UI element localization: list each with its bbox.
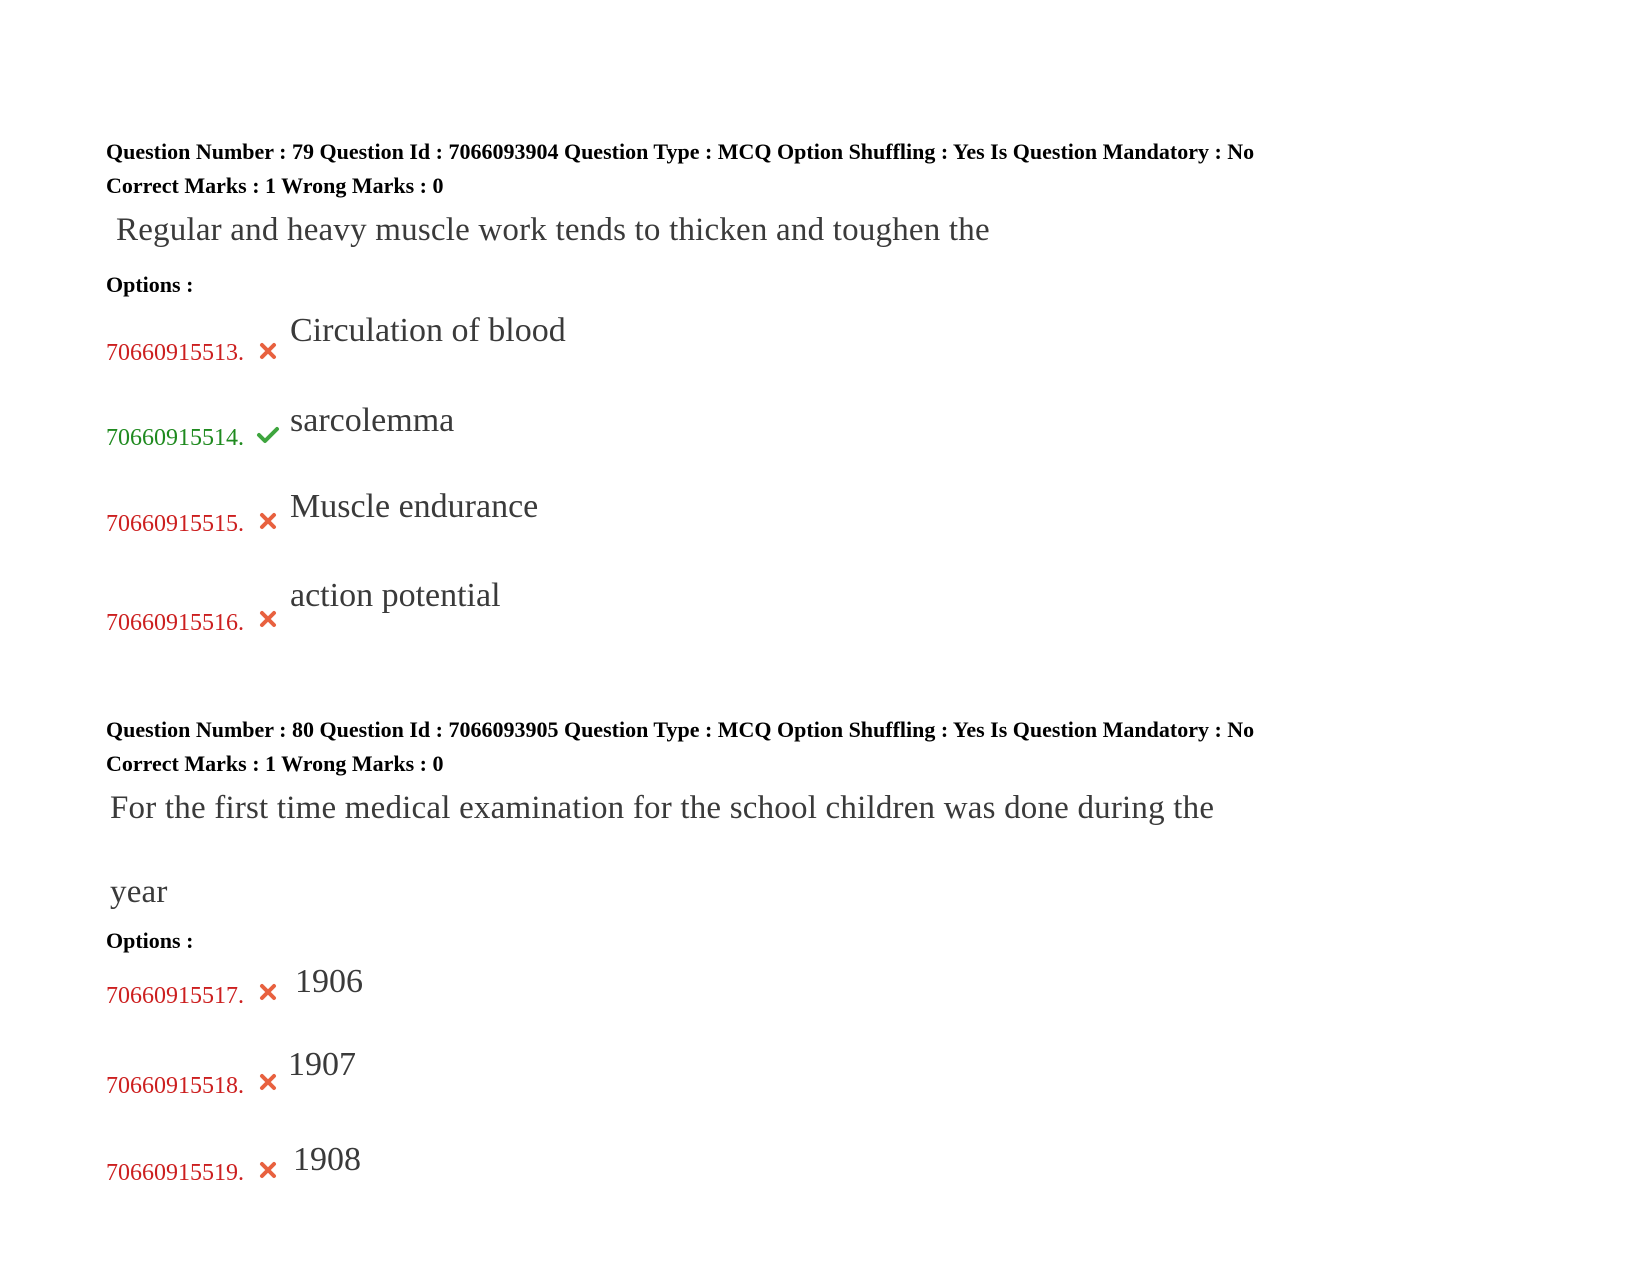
option-id: 70660915517. <box>106 983 244 1009</box>
cross-icon <box>258 511 278 531</box>
question-80-stem-line2: year <box>110 874 168 910</box>
cross-icon <box>258 982 278 1002</box>
cross-icon <box>258 609 278 629</box>
cross-icon <box>258 1160 278 1180</box>
cross-icon <box>258 341 278 361</box>
option-id: 70660915515. <box>106 511 244 537</box>
option-text: 1908 <box>293 1141 361 1178</box>
question-80-stem-line1: For the first time medical examination for the school children was done during the <box>110 790 1215 826</box>
question-79-options-label: Options : <box>106 272 194 297</box>
option-text: 1907 <box>288 1046 356 1083</box>
question-80-meta-line2: Correct Marks : 1 Wrong Marks : 0 <box>106 751 444 776</box>
question-80-meta-line1: Question Number : 80 Question Id : 7066093905 Question Type : MCQ Option Shuffling : Yes Is Question Mandatory : No <box>106 717 1255 742</box>
option-id: 70660915519. <box>106 1160 244 1186</box>
option-id: 70660915518. <box>106 1073 244 1099</box>
option-text: 1906 <box>295 963 363 1000</box>
option-text: Muscle endurance <box>290 488 539 525</box>
question-79-stem: Regular and heavy muscle work tends to thicken and toughen the <box>116 212 990 248</box>
option-id: 70660915513. <box>106 340 244 366</box>
option-text: sarcolemma <box>290 402 455 439</box>
option-id: 70660915516. <box>106 610 244 636</box>
question-80-options-label: Options : <box>106 928 194 953</box>
question-79-meta-line2: Correct Marks : 1 Wrong Marks : 0 <box>106 173 444 198</box>
question-79-meta-line1: Question Number : 79 Question Id : 7066093904 Question Type : MCQ Option Shuffling : Yes Is Question Mandatory : No <box>106 139 1255 164</box>
option-id: 70660915514. <box>106 425 244 451</box>
option-text: action potential <box>290 577 501 614</box>
option-text: Circulation of blood <box>290 312 566 349</box>
check-icon <box>256 425 280 445</box>
cross-icon <box>258 1072 278 1092</box>
